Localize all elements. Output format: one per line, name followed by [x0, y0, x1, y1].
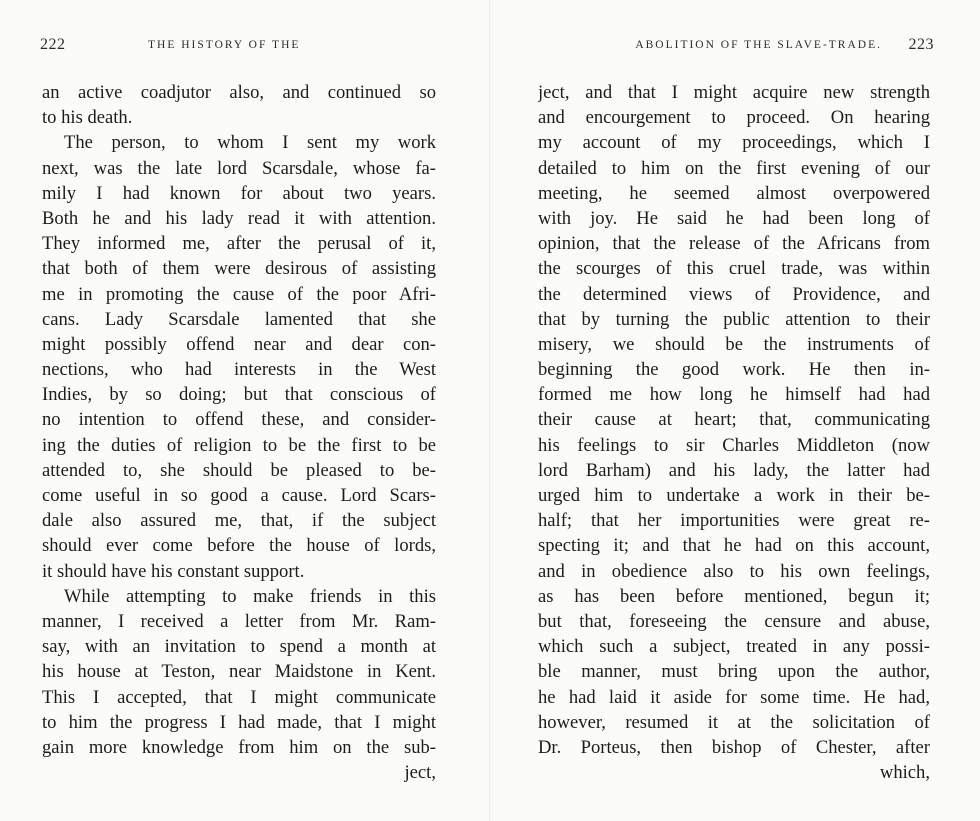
text-line: ing the duties of religion to be the first to be — [42, 434, 436, 456]
text-line: detailed to him on the first evening of our — [538, 157, 930, 179]
text-line: an active coadjutor also, and continued so — [42, 82, 436, 103]
text-line: to him the progress I had made, that I might — [42, 711, 436, 733]
text-line: dale also assured me, that, if the subject — [42, 510, 436, 532]
right-running-head — [530, 36, 934, 58]
text-line: meeting, he seemed almost overpowered — [538, 182, 930, 204]
text-line: and in obedience also to his own feelings, — [538, 560, 930, 582]
text-line: next, was the late lord Scarsdale, whose fa- — [42, 157, 436, 179]
right-page — [490, 0, 980, 821]
text-line: Indies, by so doing; but that conscious of — [42, 384, 436, 406]
text-line: lord Barham) and his lady, the latter had — [538, 459, 930, 481]
text-line: formed me how long he himself had had — [538, 384, 930, 406]
text-line: their cause at heart; that, communicating — [538, 409, 930, 431]
left-text-block — [42, 80, 436, 785]
text-line: and encourgement to proceed. On hearing — [538, 107, 930, 129]
text-line: cans. Lady Scarsdale lamented that she — [42, 308, 436, 330]
text-line: should ever come before the house of lords, — [42, 535, 436, 557]
text-line: Both he and his lady read it with attention. — [42, 207, 436, 229]
text-line: he had laid it aside for some time. He had, — [538, 686, 930, 708]
text-line: beginning the good work. He then in- — [538, 359, 930, 381]
text-line: might possibly offend near and dear con- — [42, 333, 436, 355]
text-line: mily I had known for about two years. — [42, 182, 436, 204]
text-line: ject, and that I might acquire new strength — [538, 82, 930, 103]
text-line: opinion, that the release of the Africans from — [538, 233, 930, 255]
text-line: The person, to whom I sent my work — [64, 132, 436, 154]
text-line: as has been before mentioned, begun it; — [538, 585, 930, 607]
text-line: the scourges of this cruel trade, was within — [538, 258, 930, 280]
text-line: attended to, she should be pleased to be- — [42, 459, 436, 481]
text-line: This I accepted, that I might communicate — [42, 686, 436, 708]
left-running-head — [40, 36, 440, 58]
text-line: with joy. He said he had been long of — [538, 207, 930, 229]
text-line: however, resumed it at the solicitation of — [538, 711, 930, 733]
text-line: his feelings to sir Charles Middleton (now — [538, 434, 930, 456]
text-line: the determined views of Providence, and — [538, 283, 930, 305]
text-line: While attempting to make friends in this — [64, 585, 436, 607]
left-running-title: THE HISTORY OF THE — [148, 39, 301, 51]
text-line: to his death. — [42, 107, 133, 129]
text-line: Dr. Porteus, then bishop of Chester, after — [538, 736, 930, 758]
text-line: nections, who had interests in the West — [42, 359, 436, 381]
text-line: that both of them were desirous of assisting — [42, 258, 436, 280]
text-line: They informed me, after the perusal of it, — [42, 233, 436, 255]
text-line: it should have his constant support. — [42, 560, 305, 582]
text-line: me in promoting the cause of the poor Afri- — [42, 283, 436, 305]
text-line: ble manner, must bring upon the author, — [538, 661, 930, 683]
text-line: say, with an invitation to spend a month at — [42, 636, 436, 658]
right-text-block — [538, 80, 930, 785]
text-line: manner, I received a letter from Mr. Ram- — [42, 610, 436, 632]
text-line: my account of my proceedings, which I — [538, 132, 930, 154]
right-running-title: ABOLITION OF THE SLAVE-TRADE. — [635, 39, 882, 51]
text-line: specting it; and that he had on this account, — [538, 535, 930, 557]
text-line: no intention to offend these, and consider- — [42, 409, 436, 431]
right-page-number: 223 — [908, 36, 934, 53]
right-catchword: which, — [879, 762, 930, 784]
text-line: urged him to undertake a work in their be- — [538, 485, 930, 506]
text-line: come useful in so good a cause. Lord Scars- — [42, 485, 436, 506]
text-line: his house at Teston, near Maidstone in Kent. — [42, 661, 436, 683]
text-line: that by turning the public attention to their — [538, 308, 930, 330]
text-line: half; that her importunities were great re- — [538, 510, 930, 532]
text-line: but that, foreseeing the censure and abuse, — [538, 610, 930, 632]
text-line: misery, we should be the instruments of — [538, 333, 930, 355]
left-catchword: ject, — [404, 762, 436, 784]
text-line: which such a subject, treated in any possi- — [538, 636, 930, 658]
left-page-number: 222 — [40, 36, 66, 53]
text-line: gain more knowledge from him on the sub- — [42, 736, 436, 758]
